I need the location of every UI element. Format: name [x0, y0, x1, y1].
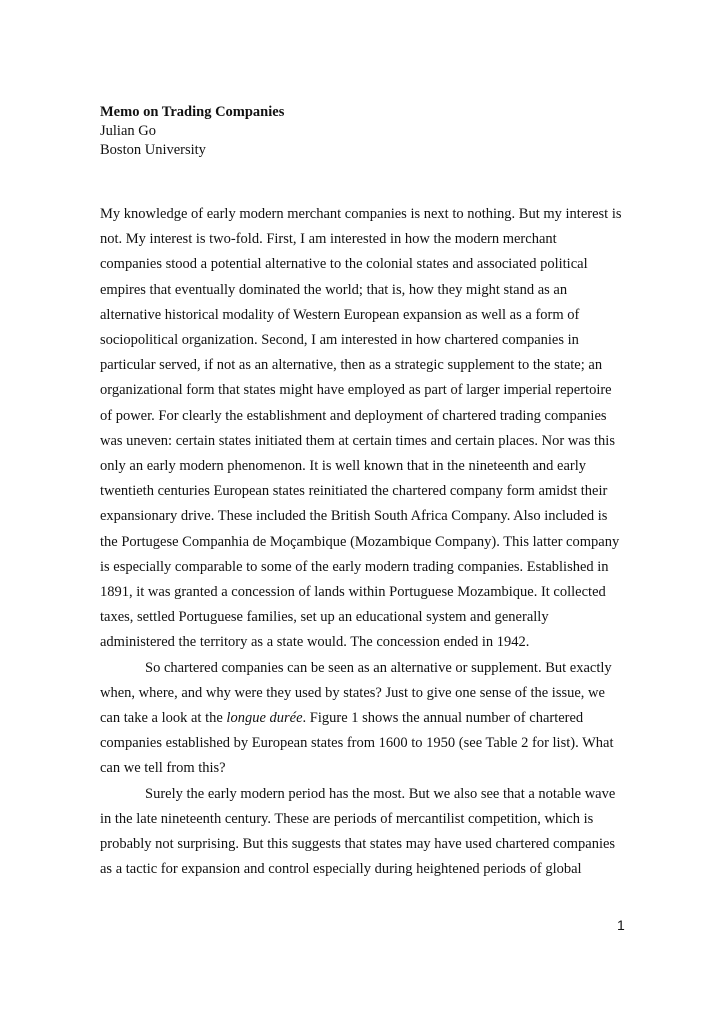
text-line: empires that eventually dominated the world; that is, how they might stand as an	[100, 281, 568, 298]
memo-title: Memo on Trading Companies	[100, 104, 285, 120]
text-line: only an early modern phenomenon. It is well known that in the nineteenth and early	[100, 458, 587, 475]
text-segment: can take a look at the	[100, 710, 227, 727]
author-affiliation: Boston University	[100, 142, 206, 158]
paragraph-1	[100, 202, 630, 656]
text-line: particular served, if not as an alternative, then as a strategic supplement to the state; an	[100, 357, 603, 374]
memo-body	[100, 202, 630, 882]
text-line: in the late nineteenth century. These are periods of mercantilist competition, which is	[100, 810, 594, 827]
text-line: of power. For clearly the establishment and deployment of chartered trading companies	[100, 407, 607, 424]
text-line: when, where, and why were they used by states? Just to give one sense of the issue, we	[100, 684, 605, 701]
text-line: companies established by European states from 1600 to 1950 (see Table 2 for list). What	[100, 735, 614, 752]
text-line: probably not surprising. But this suggests that states may have used chartered companies	[100, 836, 616, 853]
text-line: administered the territory as a state would. The concession ended in 1942.	[100, 634, 530, 651]
text-line: as a tactic for expansion and control especially during heightened periods of global	[100, 861, 582, 878]
text-line: the Portugese Companhia de Moçambique (Mozambique Company). This latter company	[100, 533, 620, 550]
text-line: sociopolitical organization. Second, I am interested in how chartered companies in	[100, 332, 579, 349]
text-line: alternative historical modality of Western European expansion as well as a form of	[100, 306, 580, 323]
text-line: 1891, it was granted a concession of lands within Portuguese Mozambique. It collected	[100, 584, 606, 601]
text-line: expansionary drive. These included the British South Africa Company. Also included is	[100, 508, 608, 525]
memo-header	[100, 103, 284, 160]
text-line: not. My interest is two-fold. First, I am interested in how the modern merchant	[100, 231, 557, 248]
italic-term: longue durée	[226, 710, 303, 727]
text-line: twentieth centuries European states reinitiated the chartered company form amidst their	[100, 483, 608, 500]
paragraph-2	[100, 656, 630, 782]
text-line: is especially comparable to some of the early modern trading companies. Established in	[100, 558, 609, 575]
text-line-with-italic	[100, 706, 630, 731]
text-line: can we tell from this?	[100, 760, 226, 777]
text-line: Surely the early modern period has the most. But we also see that a notable wave	[145, 785, 616, 802]
paragraph-3	[100, 782, 630, 883]
text-line: So chartered companies can be seen as an alternative or supplement. But exactly	[145, 659, 612, 676]
text-line: was uneven: certain states initiated them at certain times and certain places. Nor was this	[100, 432, 615, 449]
text-line: My knowledge of early modern merchant companies is next to nothing. But my interest is	[100, 206, 622, 222]
text-segment: . Figure 1 shows the annual number of chartered	[302, 710, 584, 727]
author-name: Julian Go	[100, 123, 156, 139]
text-line: organizational form that states might have employed as part of larger imperial repertoire	[100, 382, 612, 399]
text-line: companies stood a potential alternative to the colonial states and associated political	[100, 256, 588, 273]
text-line: taxes, settled Portuguese families, set up an educational system and generally	[100, 609, 549, 626]
page-number: 1	[617, 917, 625, 933]
